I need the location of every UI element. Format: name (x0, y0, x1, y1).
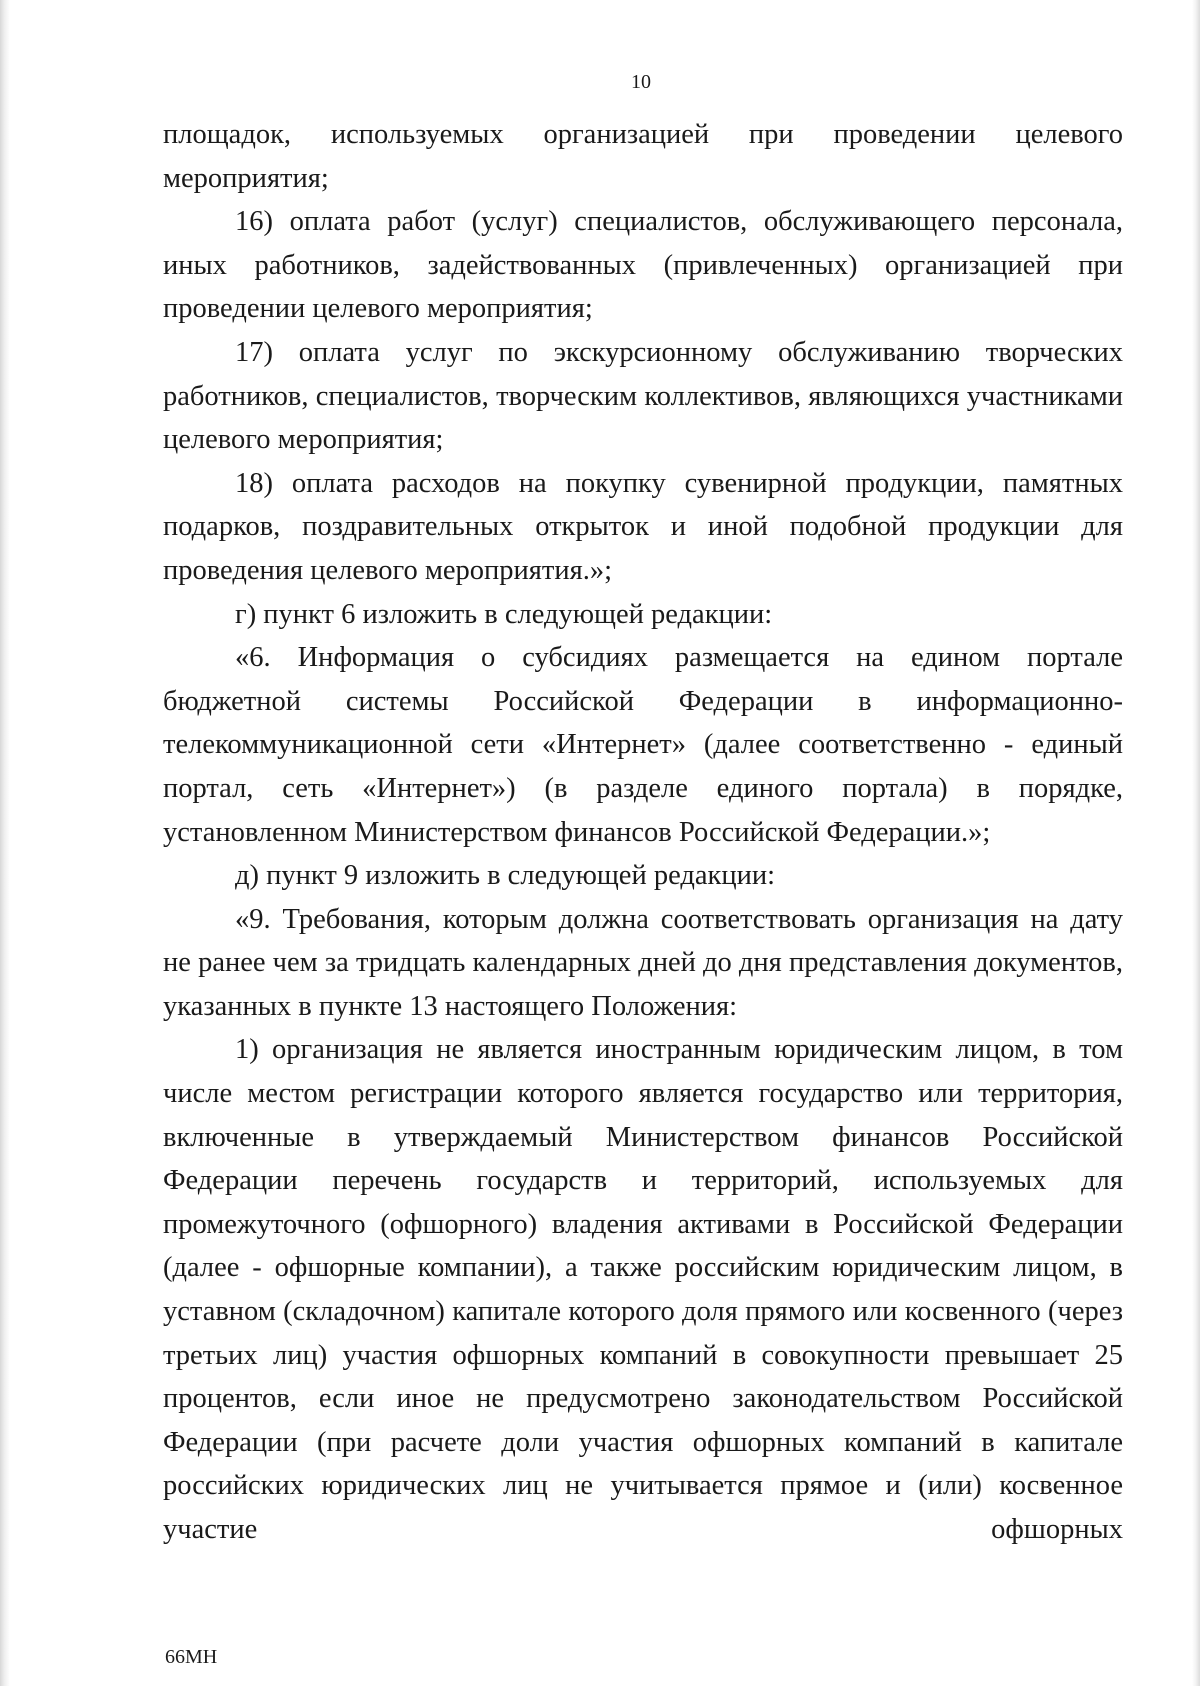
paragraph-item-17: 17) оплата услуг по экскурсионному обслуживанию творческих работников, специалистов, творческим коллективов, являющихся участниками целевого мероприятия; (163, 336, 1123, 456)
paragraph-continuation: площадок, используемых организацией при проведении целевого мероприятия; (163, 119, 1123, 194)
paragraph-clause-d: д) пункт 9 изложить в следующей редакции: (235, 860, 776, 892)
paragraph-item-18: 18) оплата расходов на покупку сувенирной продукции, памятных подарков, поздравительных открыток и иной подобной продукции для проведения целевого мероприятия.»; (163, 467, 1123, 586)
scan-edge-right (1192, 0, 1200, 1686)
page-number: 10 (631, 71, 651, 93)
scan-edge-left (0, 0, 10, 1686)
paragraph-point-9: «9. Требования, которым должна соответствовать организация на дату не ранее чем за тридцать календарных дней до дня представления документов, указанных в пункте 13 настоящего Положения: (163, 903, 1123, 1022)
paragraph-item-16: 16) оплата работ (услуг) специалистов, обслуживающего персонала, иных работников, задействованных (привлеченных) организацией при проведении целевого мероприятия; (163, 206, 1123, 325)
paragraph-requirement-1: 1) организация не является иностранным юридическим лицом, в том числе местом регистрации которого является государство или территория, включенные в утверждаемый Министерством финансов Российской Федерации перечень государств и территорий, используемых для промежуточного (офшорного) владения активами в Российской Федерации (далее - офшорные компании), а также российским юридическим лицом, в уставном (складочном) капитале которого доля прямого или косвенного (через третьих лиц) участия офшорных компаний в совокупности превышает 25 процентов, если иное не предусмотрено законодательством Российской Федерации (при расчете доли участия офшорных компаний в капитале российских юридических лиц не учитывается прямое и (или) косвенное участие офшорных (163, 1034, 1123, 1545)
footer-document-code: 66МН (165, 1646, 218, 1668)
paragraph-clause-g: г) пункт 6 изложить в следующей редакции: (235, 598, 773, 630)
paragraph-point-6: «6. Информация о субсидиях размещается на едином портале бюджетной системы Российской Федерации в информационно-телекоммуникационной сети «Интернет» (далее соответственно - единый портал, сеть «Интернет») (в разделе единого портала) в порядке, установленном Министерством финансов Российской Федерации.»; (163, 642, 1123, 848)
document-body (163, 113, 1123, 1552)
